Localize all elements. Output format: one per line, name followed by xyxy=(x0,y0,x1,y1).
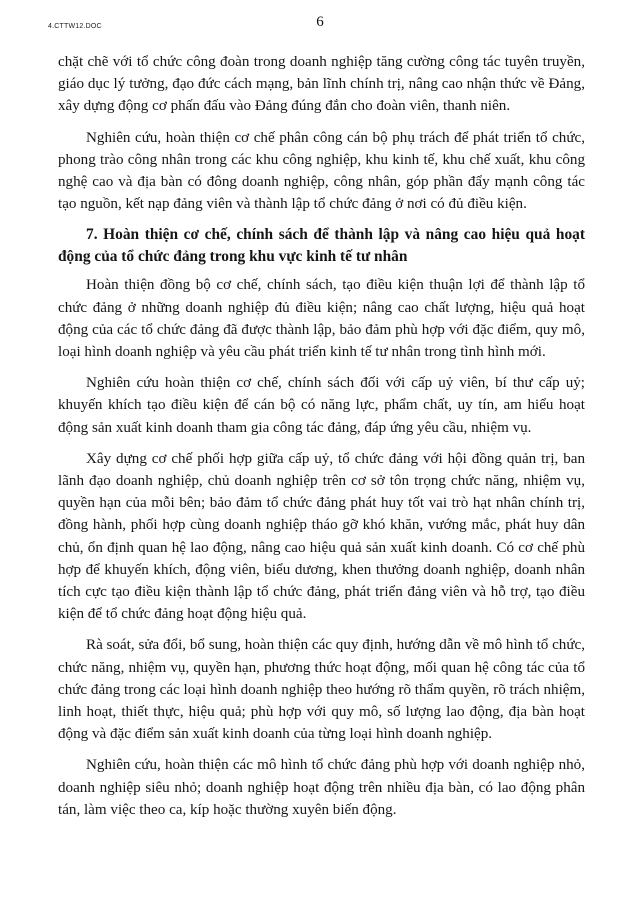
paragraph-continued: chặt chẽ với tổ chức công đoàn trong doanh nghiệp tăng cường công tác tuyên truyền, giáo dục lý tưởng, đạo đức cách mạng, bản lĩnh chính trị, nâng cao nhận thức về Đảng, xây dựng động cơ phấn đấu vào Đảng đúng đắn cho đoàn viên, thanh niên. xyxy=(58,54,585,115)
paragraph: Nghiên cứu, hoàn thiện cơ chế phân công cán bộ phụ trách để phát triển tổ chức, phong trào công nhân trong các khu công nghiệp, khu kinh tế, khu chế xuất, khu công nghệ cao và địa bàn có đông doanh nghiệp, công nhân, góp phần đẩy mạnh công tác tạo nguồn, kết nạp đảng viên và thành lập tổ chức đảng ở nơi có đủ điều kiện. xyxy=(58,129,585,213)
document-body xyxy=(58,51,585,830)
paragraph: Nghiên cứu, hoàn thiện các mô hình tổ chức đảng phù hợp với doanh nghiệp nhỏ, doanh nghiệp siêu nhỏ; doanh nghiệp hoạt động trên nhiều địa bàn, có lao động phân tán, làm việc theo ca, kíp hoặc thường xuyên biến động. xyxy=(58,757,585,818)
paragraph: Xây dựng cơ chế phối hợp giữa cấp uỷ, tổ chức đảng với hội đồng quản trị, ban lãnh đạo doanh nghiệp, chủ doanh nghiệp trên cơ sở tôn trọng chức năng, nhiệm vụ, quyền hạn của mỗi bên; bảo đảm tổ chức đảng phát huy tốt vai trò hạt nhân chính trị, đồng hành, phối hợp cùng doanh nghiệp tháo gỡ khó khăn, vướng mắc, phát huy dân chủ, ổn định quan hệ lao động, nâng cao hiệu quả sản xuất kinh doanh. Có cơ chế phù hợp để khuyến khích, động viên, biểu dương, khen thưởng doanh nghiệp, doanh nhân tích cực tạo điều kiện thành lập tổ chức đảng, phát triển đảng viên và hỗ trợ, tạo điều kiện để tổ chức đảng hoạt động hiệu quả. xyxy=(58,450,585,623)
section-heading: 7. Hoàn thiện cơ chế, chính sách để thành lập và nâng cao hiệu quả hoạt động của tổ chức đảng trong khu vực kinh tế tư nhân xyxy=(58,226,585,266)
page-number: 6 xyxy=(316,14,324,30)
paragraph: Hoàn thiện đồng bộ cơ chế, chính sách, tạo điều kiện thuận lợi để thành lập tổ chức đảng ở những doanh nghiệp đủ điều kiện; nâng cao chất lượng, hiệu quả hoạt động của các tổ chức đảng đã được thành lập, bảo đảm phù hợp với đặc điểm, quy mô, loại hình doanh nghiệp và yêu cầu phát triển kinh tế tư nhân trong tình hình mới. xyxy=(58,277,585,361)
paragraph: Nghiên cứu hoàn thiện cơ chế, chính sách đối với cấp uỷ viên, bí thư cấp uỷ; khuyến khích tạo điều kiện để cán bộ có năng lực, phẩm chất, uy tín, am hiểu hoạt động sản xuất kinh doanh tham gia công tác đảng, đáp ứng yêu cầu, nhiệm vụ. xyxy=(58,375,585,436)
paragraph: Rà soát, sửa đổi, bổ sung, hoàn thiện các quy định, hướng dẫn về mô hình tổ chức, chức năng, nhiệm vụ, quyền hạn, phương thức hoạt động, mối quan hệ công tác của tổ chức đảng trong các loại hình doanh nghiệp theo hướng rõ thẩm quyền, rõ trách nhiệm, linh hoạt, thiết thực, hiệu quả; phù hợp với quy mô, số lượng lao động, địa bàn hoạt động và đặc điểm sản xuất kinh doanh của từng loại hình doanh nghiệp. xyxy=(58,637,585,743)
file-label: 4.CTTW12.DOC xyxy=(48,23,102,30)
